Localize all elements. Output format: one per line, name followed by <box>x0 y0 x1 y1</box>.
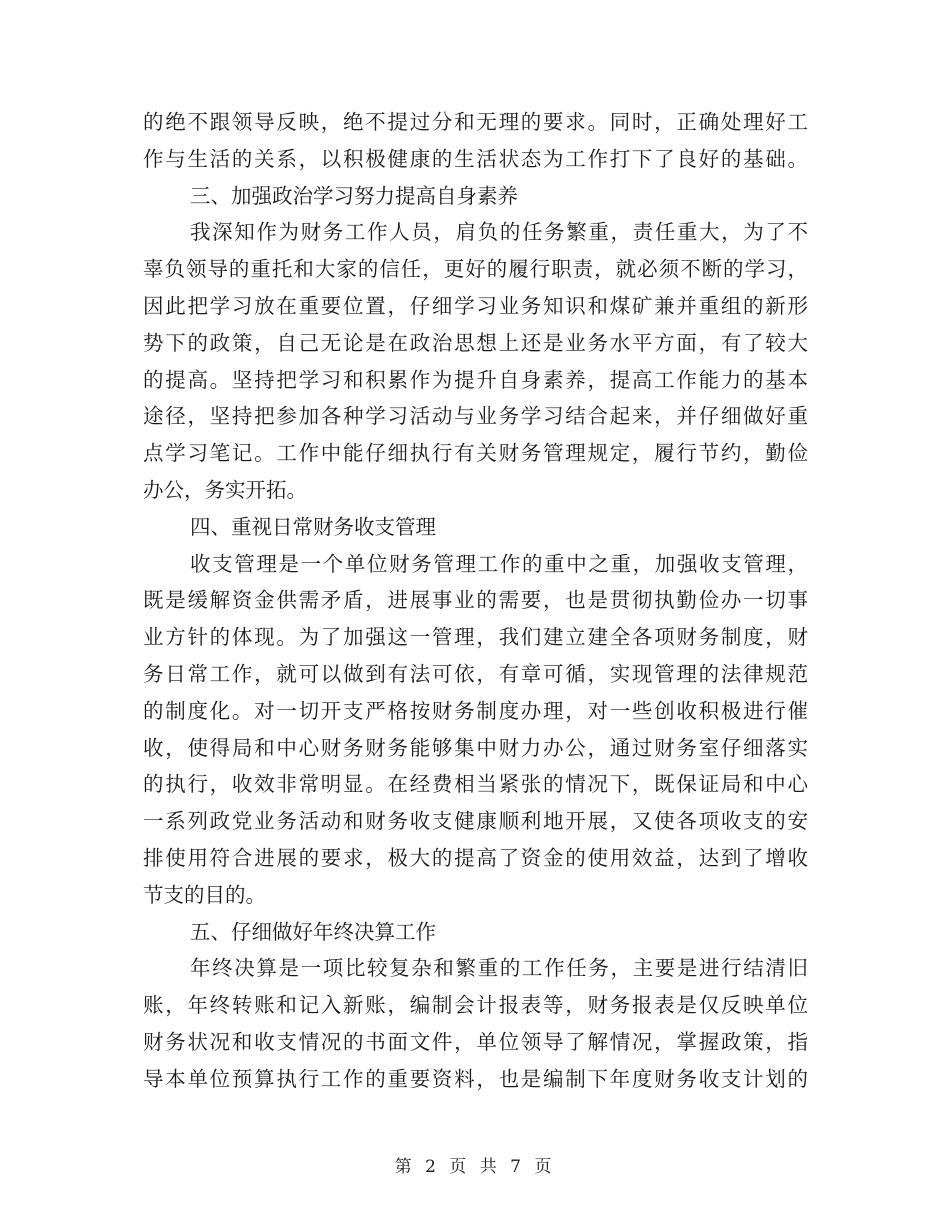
text-line: 作与生活的关系，以积极健康的生活状态为工作打下了良好的基础。 <box>143 146 808 171</box>
text-line: 账，年终转账和记入新账，编制会计报表等，财务报表是仅反映单位 <box>143 993 808 1018</box>
text-line: 的执行，收效非常明显。在经费相当紧张的情况下，既保证局和中心 <box>143 772 808 797</box>
text-line: 业方针的体现。为了加强这一管理，我们建立建全各项财务制度，财 <box>143 625 808 650</box>
text-line: 点学习笔记。工作中能仔细执行有关财务管理规定，履行节约，勤俭 <box>143 441 808 466</box>
page-footer: 第 2 页 共 7 页 <box>394 1157 556 1177</box>
text-line: 我深知作为财务工作人员，肩负的任务繁重，责任重大，为了不 <box>190 220 808 245</box>
text-line: 导本单位预算执行工作的重要资料，也是编制下年度财务收支计划的 <box>143 1066 808 1091</box>
text-line: 的制度化。对一切开支严格按财务制度办理，对一些创收积极进行催 <box>143 698 808 723</box>
text-line: 收支管理是一个单位财务管理工作的重中之重，加强收支管理， <box>190 551 808 576</box>
text-line: 三、加强政治学习努力提高自身素养 <box>190 183 518 208</box>
text-line: 排使用符合进展的要求，极大的提高了资金的使用效益，达到了增收 <box>143 845 808 870</box>
text-line: 既是缓解资金供需矛盾，进展事业的需要，也是贯彻执勤俭办一切事 <box>143 588 808 613</box>
text-line: 的绝不跟领导反映，绝不提过分和无理的要求。同时，正确处理好工 <box>143 110 808 134</box>
document-body <box>143 104 808 1098</box>
text-line: 年终决算是一项比较复杂和繁重的工作任务，主要是进行结清旧 <box>190 956 808 981</box>
text-line: 务日常工作，就可以做到有法可依，有章可循，实现管理的法律规范 <box>143 661 808 686</box>
text-line: 辜负领导的重托和大家的信任，更好的履行职责，就必须不断的学习， <box>143 257 808 282</box>
text-line: 一系列政党业务活动和财务收支健康顺利地开展，又使各项收支的安 <box>143 809 808 834</box>
text-line: 四、重视日常财务收支管理 <box>190 514 436 539</box>
text-line: 五、仔细做好年终决算工作 <box>190 919 436 944</box>
text-line: 节支的目的。 <box>143 882 266 907</box>
text-line: 途径，坚持把参加各种学习活动与业务学习结合起来，并仔细做好重 <box>143 404 808 429</box>
text-line: 势下的政策，自己无论是在政治思想上还是业务水平方面，有了较大 <box>143 330 808 355</box>
text-line: 的提高。坚持把学习和积累作为提升自身素养，提高工作能力的基本 <box>143 367 808 392</box>
text-line: 办公，务实开拓。 <box>143 477 307 502</box>
text-line: 收，使得局和中心财务财务能够集中财力办公，通过财务室仔细落实 <box>143 735 808 760</box>
text-line: 因此把学习放在重要位置，仔细学习业务知识和煤矿兼并重组的新形 <box>143 293 808 318</box>
text-line: 财务状况和收支情况的书面文件，单位领导了解情况，掌握政策，指 <box>143 1029 808 1054</box>
